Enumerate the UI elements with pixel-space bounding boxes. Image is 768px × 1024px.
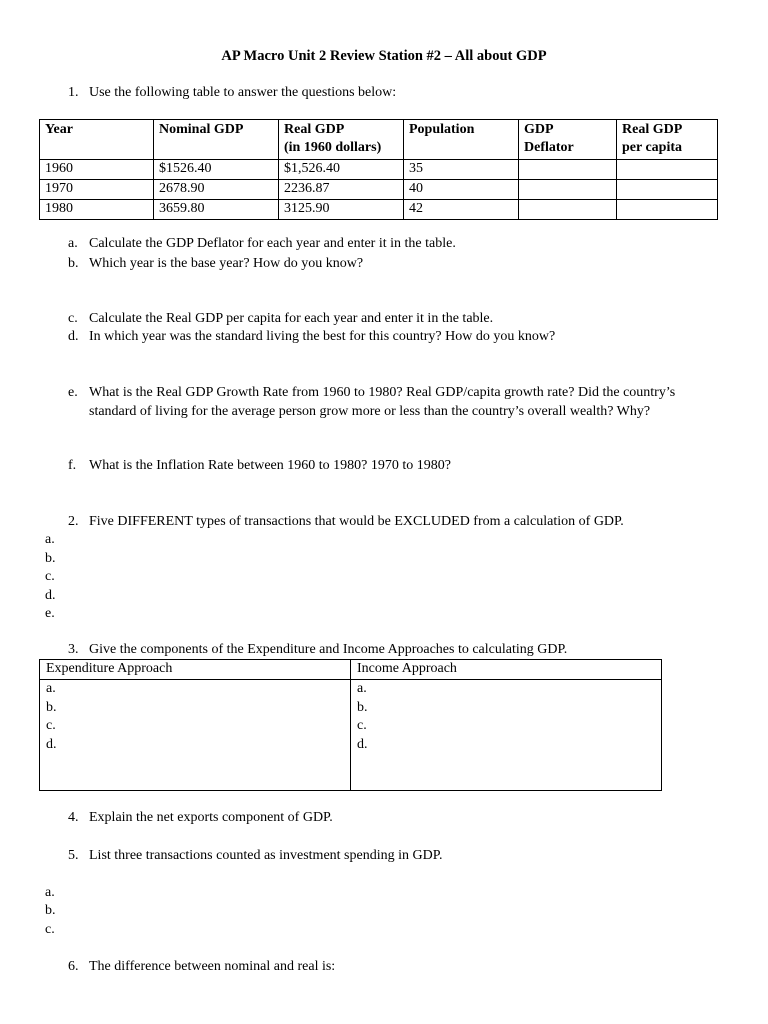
header-gdp-deflator: GDP Deflator [519,120,617,160]
list-item: b. [45,903,56,918]
header-real-gdp-per-capita: Real GDP per capita [617,120,718,160]
cell-real-gdp-per-capita [617,160,718,180]
question-1-number: 1. [68,85,79,100]
approaches-table-header-row [40,660,662,680]
header-population: Population [404,120,519,160]
question-2: 2. Five DIFFERENT types of transactions that would be EXCLUDED from a calculation of GDP. [68,514,624,529]
question-1f: f. What is the Inflation Rate between 1960 to 1980? 1970 to 1980? [68,458,451,473]
table-row [40,200,718,220]
question-1e: e. What is the Real GDP Growth Rate from 1960 to 1980? Real GDP/capita growth rate? Did the country’s [68,385,676,400]
cell-year: 1970 [40,180,154,200]
list-item: b. [45,551,56,566]
list-item: d. [45,588,56,603]
question-1d: d. In which year was the standard living the best for this country? How do you know? [68,329,556,344]
cell-year: 1980 [40,200,154,220]
gdp-table-header-row [40,120,718,160]
approaches-table [39,659,662,791]
cell-real-gdp: 3125.90 [279,200,404,220]
cell-year: 1960 [40,160,154,180]
list-item: e. [45,606,55,621]
cell-real-gdp: $1,526.40 [279,160,404,180]
cell-population: 35 [404,160,519,180]
cell-nominal-gdp: $1526.40 [154,160,279,180]
question-5: 5. List three transactions counted as investment spending in GDP. [68,848,443,863]
gdp-table [39,119,718,220]
header-income-approach: Income Approach [351,660,662,680]
question-1c: c. Calculate the Real GDP per capita for each year and enter it in the table. [68,311,494,326]
cell-gdp-deflator [519,200,617,220]
header-year: Year [40,120,154,160]
question-1-text: Use the following table to answer the questions below: [89,85,397,100]
question-3: 3. Give the components of the Expenditure and Income Approaches to calculating GDP. [68,642,568,657]
cell-real-gdp-per-capita [617,180,718,200]
cell-population: 42 [404,200,519,220]
cell-population: 40 [404,180,519,200]
header-nominal-gdp: Nominal GDP [154,120,279,160]
cell-real-gdp-per-capita [617,200,718,220]
page-title: AP Macro Unit 2 Review Station #2 – All about GDP [221,48,547,64]
list-item: a. [45,532,55,547]
cell-real-gdp: 2236.87 [279,180,404,200]
table-row [40,160,718,180]
header-expenditure-approach: Expenditure Approach [40,660,351,680]
cell-gdp-deflator [519,180,617,200]
list-item: c. [45,569,55,584]
question-6: 6. The difference between nominal and real is: [68,959,336,974]
cell-gdp-deflator [519,160,617,180]
list-item: a. [45,885,55,900]
question-1a: a. Calculate the GDP Deflator for each year and enter it in the table. [68,236,456,251]
cell-nominal-gdp: 2678.90 [154,180,279,200]
list-item: c. [45,922,55,937]
income-approach-cell: a. b. c. d. [351,680,662,791]
cell-nominal-gdp: 3659.80 [154,200,279,220]
expenditure-approach-cell: a. b. c. d. [40,680,351,791]
question-4: 4. Explain the net exports component of GDP. [68,810,333,825]
table-row [40,180,718,200]
table-row [40,680,662,791]
question-1b: b. Which year is the base year? How do you know? [68,256,364,271]
header-real-gdp: Real GDP (in 1960 dollars) [279,120,404,160]
question-1 [68,84,396,102]
question-1e-line2: standard of living for the average person grow more or less than the country’s overall wealth? Why? [89,404,651,419]
